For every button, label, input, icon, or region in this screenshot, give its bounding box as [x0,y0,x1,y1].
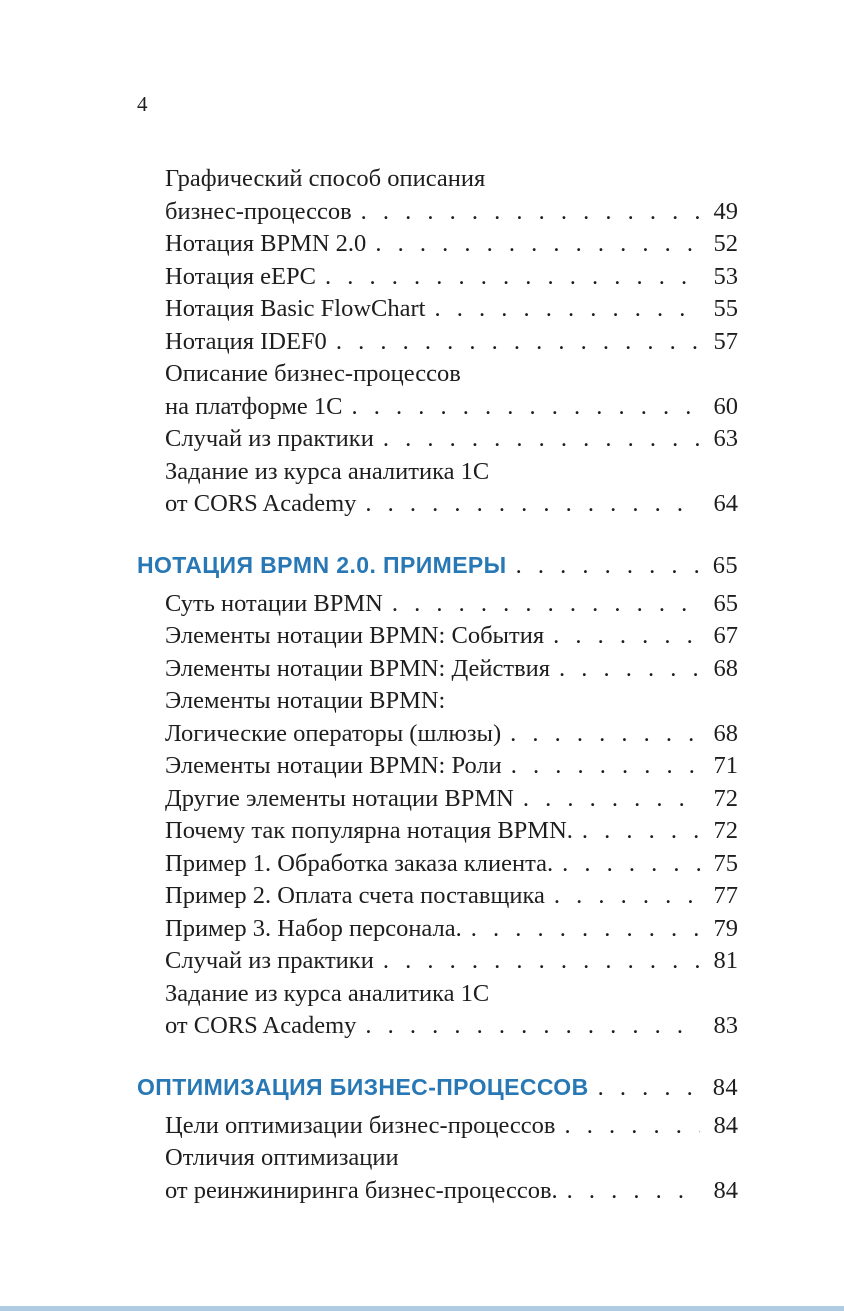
toc-entry-line [137,880,738,913]
dot-leader [336,326,700,359]
toc-entry-title: Нотация Basic FlowChart [165,295,426,322]
dot-leader [325,261,700,294]
toc-entry-title: Задание из курса аналитика 1С [165,979,490,1007]
toc-entry-line [137,488,738,521]
dot-leader [554,880,700,913]
toc-entry-page-number: 63 [713,425,738,452]
toc-entry [137,293,738,326]
toc-entry [137,358,738,423]
dot-leader [565,1110,701,1143]
toc-entry [137,815,738,848]
toc-entry-page-number: 83 [713,1012,738,1039]
toc-entry-line [137,653,738,686]
dot-leader [511,750,700,783]
toc-section-title: НОТАЦИЯ BPMN 2.0. ПРИМЕРЫ [137,551,507,578]
toc-entry-page-number: 67 [713,622,738,649]
dot-leader [365,1010,700,1043]
toc-entry-line [137,913,738,946]
page-number: 4 [137,92,148,116]
toc-entry [137,880,738,913]
toc-entry-line [137,1010,738,1043]
toc-section-heading [137,548,738,583]
toc-entry-line [137,588,738,621]
toc-entry-title: Случай из практики [165,947,374,974]
toc-entry-title: Отличия оптимизации [165,1144,399,1171]
toc-entry-page-number: 79 [713,914,738,942]
toc-entry-line [137,848,738,881]
toc-entry-title: Случай из практики [165,425,374,452]
toc-entry-title: Почему так популярна нотация BPMN. [165,817,573,844]
dot-leader [582,815,700,848]
toc-entry-line [137,261,738,294]
dot-leader [553,620,700,653]
toc-entry [137,1142,738,1207]
dot-leader [567,1175,700,1208]
toc-entry-title: бизнес-процессов [165,197,352,225]
toc-entry-line [137,391,738,424]
toc-entry-title: Элементы нотации BPMN: События [165,622,545,649]
toc-entry-line [137,196,738,229]
dot-leader [471,913,700,946]
toc-entry-title: Описание бизнес-процессов [165,360,461,387]
dot-leader [365,488,700,521]
toc-entry-page-number: 68 [713,654,738,682]
toc-section [137,548,738,1043]
toc-entry-page-number: 49 [713,197,738,225]
toc-entry-page-number: 52 [713,230,738,257]
toc-entry-page-number: 72 [713,817,738,844]
toc-entry-title: Нотация BPMN 2.0 [165,230,367,257]
toc-entry [137,978,738,1043]
toc-entry [137,228,738,261]
toc-entry-title: от CORS Academy [165,1012,357,1039]
toc-entry [137,326,738,359]
dot-leader [375,228,700,261]
toc-entry-line [137,945,738,978]
dot-leader [598,1071,700,1105]
toc-entry-title: от CORS Academy [165,490,357,517]
toc-entry-page-number: 84 [713,1176,738,1204]
toc-entry-line [137,1142,738,1175]
toc-entry-line [137,163,738,196]
toc-entry-line [137,978,738,1011]
dot-leader [559,653,700,686]
dot-leader [361,196,700,229]
toc-entry-page-number: 77 [713,882,738,909]
toc-entry-page-number: 84 [713,1111,738,1139]
toc-entry-line [137,620,738,653]
toc [137,163,738,1207]
dot-leader [434,293,700,326]
toc-entry-line [137,783,738,816]
toc-entry-page-number: 68 [713,719,738,747]
toc-entry-line [137,1110,738,1143]
toc-entry-line [137,228,738,261]
dot-leader [383,945,700,978]
toc-entry [137,750,738,783]
dot-leader [510,718,700,751]
toc-entry-page-number: 60 [713,392,738,420]
toc-entry-title: Графический способ описания [165,165,486,192]
toc-entry-line [137,456,738,489]
toc-section-title: ОПТИМИЗАЦИЯ БИЗНЕС-ПРОЦЕССОВ [137,1073,589,1100]
toc-entry-title: Другие элементы нотации BPMN [165,784,514,812]
toc-entry-page-number: 57 [713,327,738,355]
dot-leader [516,549,700,583]
dot-leader [392,588,700,621]
toc-entry-line [137,326,738,359]
toc-entry-page-number: 75 [713,849,738,877]
toc-entry-page-number: 72 [713,784,738,812]
toc-entry-line [137,750,738,783]
dot-leader [562,848,700,881]
toc-section-heading [137,1070,738,1105]
toc-section-page-number: 65 [712,551,738,579]
toc-entry-line [137,815,738,848]
toc-entry [137,783,738,816]
toc-entry-title: Элементы нотации BPMN: Действия [165,654,551,682]
toc-section-page-number: 84 [712,1073,738,1101]
toc-entry [137,1110,738,1143]
toc-entry-title: Задание из курса аналитика 1С [165,457,490,485]
toc-entry-line [137,423,738,456]
toc-entry-line [137,358,738,391]
toc-entry [137,456,738,521]
toc-entry [137,848,738,881]
toc-entry-title: на платформе 1С [165,392,343,420]
toc-entry-line [137,293,738,326]
toc-entry [137,945,738,978]
toc-entry-title: Пример 1. Обработка заказа клиента. [165,849,554,877]
toc-entry-title: Логические операторы (шлюзы) [165,719,502,747]
toc-entry-page-number: 65 [713,589,738,617]
toc-section [137,163,738,521]
toc-entry-title: от реинжиниринга бизнес-процессов. [165,1176,558,1204]
toc-entry-title: Пример 3. Набор персонала. [165,914,462,942]
toc-section [137,1070,738,1208]
toc-entry-page-number: 71 [713,752,738,779]
toc-entry-title: Пример 2. Оплата счета поставщика [165,882,545,909]
toc-entry [137,588,738,621]
toc-entry-title: Элементы нотации BPMN: [165,687,446,714]
toc-entry-title: Нотация eEPC [165,262,316,290]
toc-entry [137,685,738,750]
toc-entry-line [137,718,738,751]
toc-entry-title: Нотация IDEF0 [165,327,327,355]
dot-leader [352,391,701,424]
toc-entry [137,163,738,228]
toc-entry [137,620,738,653]
toc-entry-line [137,685,738,718]
toc-entry [137,261,738,294]
toc-entry [137,653,738,686]
toc-entry-title: Суть нотации BPMN [165,589,383,617]
toc-entry-title: Элементы нотации BPMN: Роли [165,752,502,779]
toc-entry-page-number: 64 [713,490,738,517]
dot-leader [383,423,700,456]
page-bottom-edge [0,1306,844,1311]
toc-entry [137,423,738,456]
toc-entry-page-number: 53 [713,262,738,290]
toc-entry [137,913,738,946]
toc-entry-page-number: 55 [713,295,738,322]
toc-entry-page-number: 81 [713,947,738,974]
dot-leader [523,783,700,816]
toc-entry-line [137,1175,738,1208]
toc-entry-title: Цели оптимизации бизнес-процессов [165,1111,556,1139]
